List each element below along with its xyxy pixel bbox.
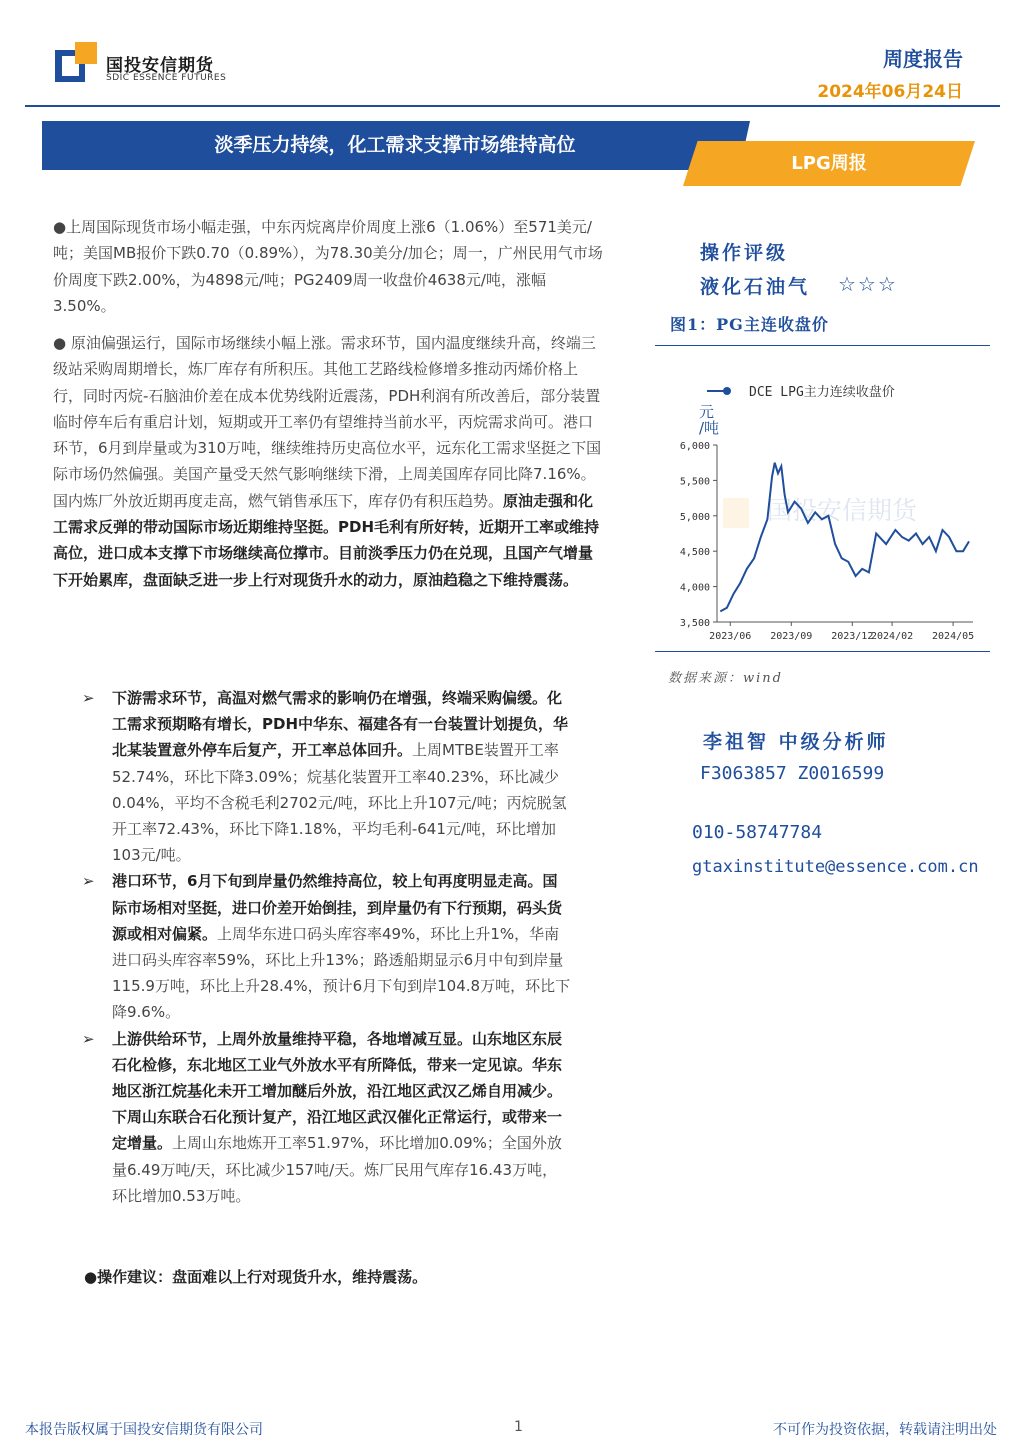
y-tick-label: 6,000	[679, 441, 710, 452]
list-item-text: 上周山东地炼开工率51.97%，环比增加0.09%；全国外放量6.49万吨/天，环比减少157吨/天。炼厂民用气库存16.43万吨，环比增加0.53万吨。	[112, 1134, 562, 1205]
y-tick-label: 5,500	[679, 476, 710, 488]
x-tick-label: 2024/02	[871, 631, 914, 642]
arrow-bullet-icon: ➢	[82, 1029, 95, 1048]
analyst-email[interactable]: gtaxinstitute@essence.com.cn	[692, 857, 979, 877]
list-item	[82, 685, 572, 868]
summary-paragraph-2	[53, 330, 605, 593]
watermark-logo-icon	[723, 498, 749, 528]
analysis-list	[82, 685, 572, 1209]
footer-disclaimer: 不可作为投资依据，转载请注明出处	[773, 1422, 997, 1438]
arrow-bullet-icon: ➢	[82, 689, 95, 707]
arrow-bullet-icon: ➢	[82, 872, 95, 891]
rating-title: 操作评级	[700, 242, 789, 264]
y-tick-label: 5,000	[679, 511, 710, 523]
x-tick-label: 2023/12	[831, 631, 874, 642]
company-name-en: SDIC ESSENCE FUTURES	[106, 73, 227, 83]
operation-advice: ●操作建议：盘面难以上行对现货升水，维持震荡。	[84, 1268, 428, 1286]
y-tick-label: 3,500	[679, 618, 710, 629]
header-divider	[25, 105, 1000, 107]
report-title: 淡季压力持续，化工需求支撑市场维持高位	[214, 134, 576, 156]
company-logo-icon	[55, 42, 97, 84]
company-name-cn: 国投安信期货	[106, 56, 214, 76]
list-item-bold: 上游供给环节，上周外放量维持平稳，各地增减互显。山东地区东辰石化检修，东北地区工业气外放水平有所降低，带来一定见谅。华东地区浙江烷基化未开工增加醚后外放，沿江地区武汉乙烯自用减少。下周山东联合石化预计复产，沿江地区武汉催化正常运行，或带来一定增量。	[112, 1029, 563, 1153]
price-series-line	[720, 463, 969, 612]
summary-paragraph-2-text: ● 原油偏强运行，国际市场继续小幅上涨。需求环节，国内温度继续升高，终端三级站采购周期增长，炼厂库存有所积压。其他工艺路线检修增多推动丙烯价格上行，同时丙烷-石脑油价差在成本优势线附近震荡，PDH利润有所改善后，部分装置临时停车后有重启计划，短期或开工率仍有望维持当前水平，丙烷需求尚可。港口环节，6月到岸量或为310万吨，继续维持历史高位水平，远东化工需求坚挺之下国际市场仍然偏强。美国产量受天然气影响继续下滑，上周美国库存同比降7.16%。国内炼厂外放近期再度走高，燃气销售承压下，库存仍有积压趋势。	[53, 334, 602, 510]
report-tag: LPG周报	[791, 153, 867, 174]
list-item-text: 上周华东进口码头库容率49%，环比上升1%，华南进口码头库容率59%，环比上升13%；路透船期显示6月中旬到岸量115.9万吨，环比上升28.4%，预计6月下旬到岸104.8万吨，环比下降9.6%。	[112, 924, 571, 1022]
analyst-license: F3063857 Z0016599	[700, 763, 885, 784]
report-type: 周度报告	[883, 47, 963, 71]
legend-marker-icon	[723, 387, 731, 395]
x-tick-label: 2023/06	[709, 631, 752, 642]
data-source: 数据来源：wind	[668, 671, 783, 686]
chart-legend-label: DCE LPG主力连续收盘价	[749, 385, 895, 400]
figure-bottom-rule	[655, 651, 990, 652]
report-date: 2024年06月24日	[817, 82, 963, 102]
summary-paragraph-2-conclusion: 原油走强和化工需求反弹的带动国际市场近期维持坚挺。PDH毛利有所好转，近期开工率或维持高位，进口成本支撑下市场继续高位撑市。目前淡季压力仍在兑现，且国产气增量下开始累库，盘面缺乏进一步上行对现货升水的动力，原油趋稳之下维持震荡。	[53, 491, 600, 589]
chart-watermark: 国投安信期货	[767, 497, 918, 525]
figure-title: 图1：PG主连收盘价	[670, 315, 829, 334]
summary-paragraph-1: ●上周国际现货市场小幅走强，中东丙烷离岸价周度上涨6（1.06%）至571美元/吨；美国MB报价下跌0.70（0.89%），为78.30美分/加仑；周一，广州民用气市场价周度下跌2.00%，为4898元/吨；PG2409周一收盘价4638元/吨，涨幅3.50%。	[53, 218, 603, 315]
analyst-phone: 010-58747784	[692, 822, 823, 843]
y-axis-unit-1: 元	[699, 403, 715, 421]
y-tick-label: 4,000	[679, 582, 710, 594]
x-tick-label: 2023/09	[770, 631, 813, 642]
footer-copyright: 本报告版权属于国投安信期货有限公司	[25, 1422, 263, 1438]
list-item-text: 上周MTBE装置开工率52.74%，环比下降3.09%；烷基化装置开工率40.23%，环比减少0.04%，平均不含税毛利2702元/吨，环比上升107元/吨；丙烷脱氢开工率72.43%，环比下降1.18%，平均毛利-641元/吨，环比增加103元/吨。	[112, 741, 567, 865]
y-axis-unit-2: /吨	[699, 419, 720, 437]
figure-top-rule	[655, 345, 990, 346]
analyst-name: 李祖智 中级分析师	[703, 731, 889, 753]
list-item	[82, 1026, 572, 1209]
rating-stars-icon: ☆☆☆	[838, 272, 898, 296]
price-chart	[655, 353, 990, 650]
list-item-bold: 港口环节，6月下旬到岸量仍然维持高位，较上旬再度明显走高。国际市场相对坚挺，进口价差开始倒挂，到岸量仍有下行预期，码头货源或相对偏紧。	[112, 872, 563, 943]
product-name: 液化石油气	[700, 276, 811, 298]
x-tick-label: 2024/05	[932, 631, 975, 642]
list-item	[82, 868, 572, 1025]
price-chart-svg	[655, 353, 990, 650]
y-tick-label: 4,500	[679, 547, 710, 559]
list-item-bold: 下游需求环节，高温对燃气需求的影响仍在增强，终端采购偏缓。化工需求预期略有增长，PDH中华东、福建各有一台装置计划提负，华北某装置意外停车后复产，开工率总体回升。	[112, 689, 569, 760]
page-number: 1	[514, 1419, 523, 1435]
